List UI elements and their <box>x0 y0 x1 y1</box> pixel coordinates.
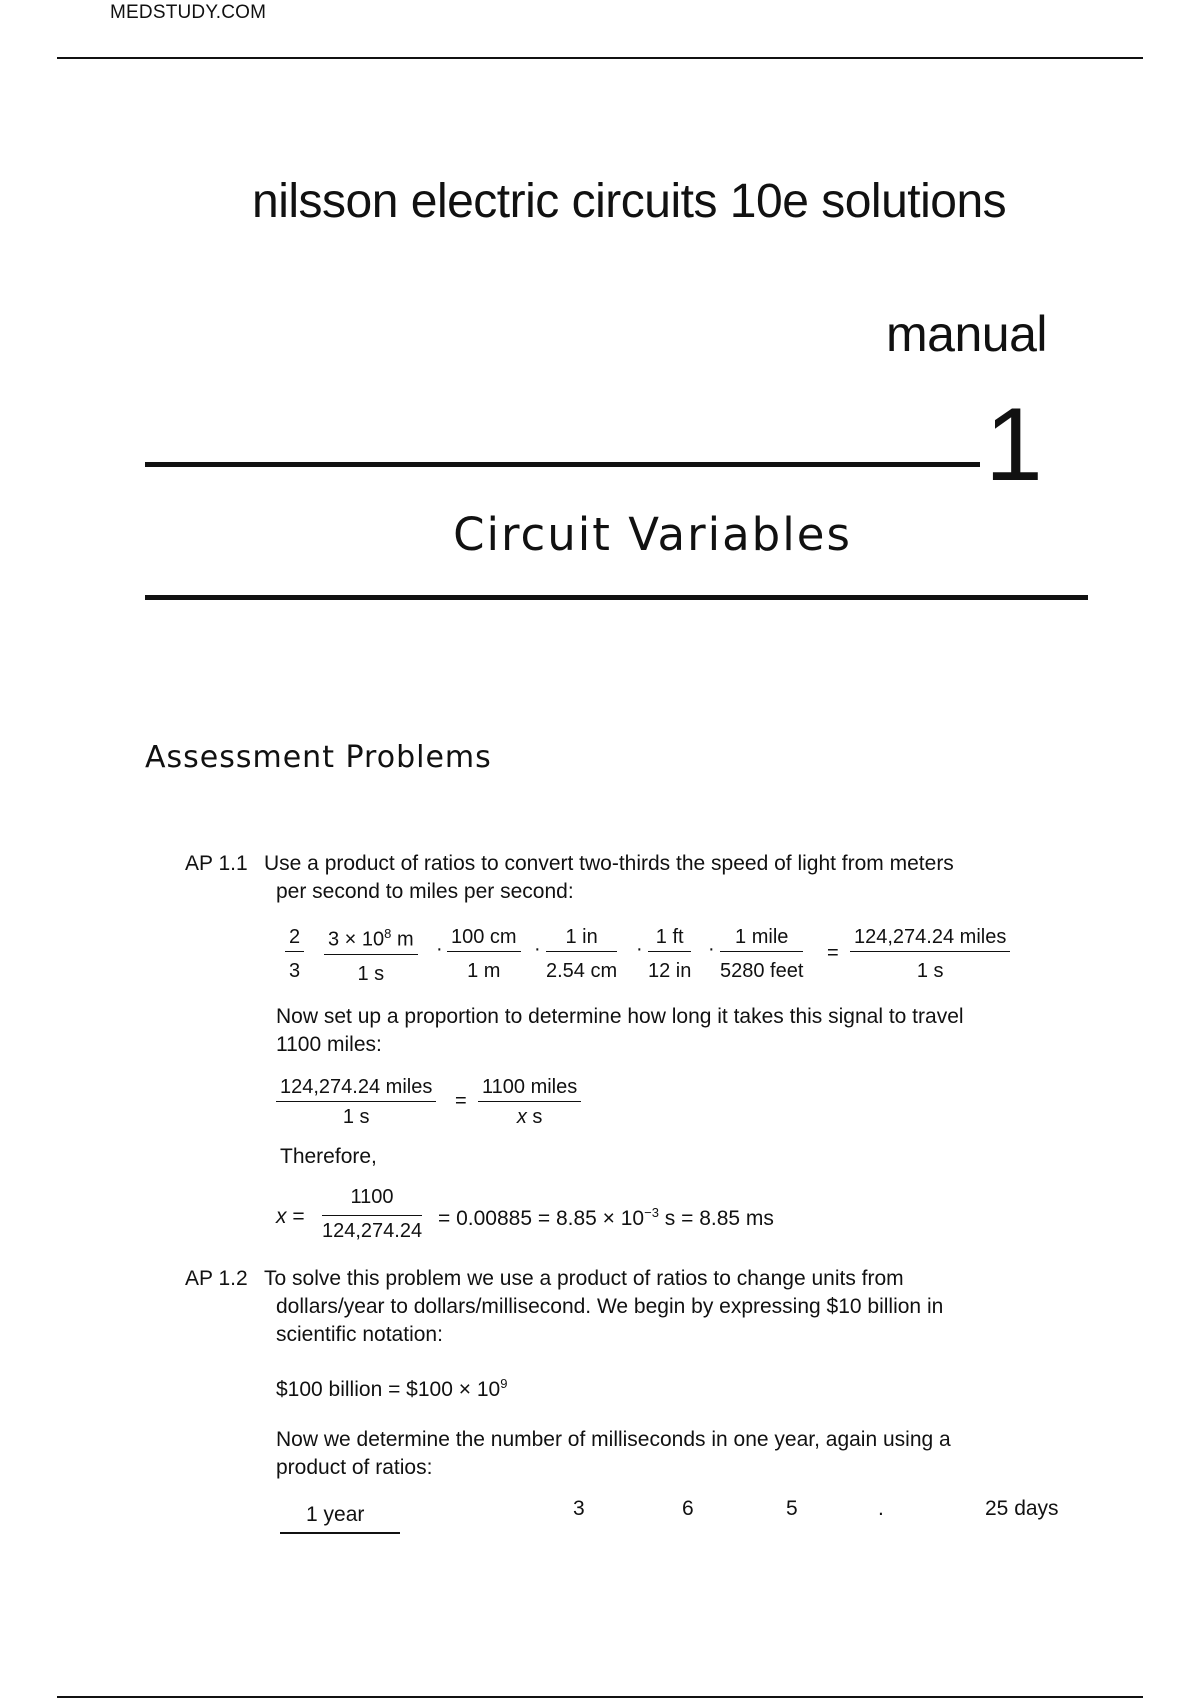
dot-operator: · <box>436 938 443 960</box>
chapter-rule-top <box>145 462 980 467</box>
numerator: 2 <box>285 926 304 952</box>
equation-term: . <box>878 1497 884 1520</box>
numerator: 1 ft <box>648 926 691 952</box>
fraction-numerator: 1 year <box>306 1503 365 1526</box>
denominator: 1 s <box>916 960 944 982</box>
equation-term: 3 <box>573 1497 585 1520</box>
problem-text: product of ratios: <box>276 1456 433 1479</box>
fraction <box>478 1076 581 1129</box>
equation-rhs: = $0.00885 = 8.85 \times 10^{-3}$ s = 8.85 ms <box>438 1205 774 1230</box>
problem-text: Use a product of ratios to convert two-thirds the speed of light from meters <box>264 852 954 875</box>
denominator: 1 s <box>357 962 385 985</box>
problem-text: 1100 miles: <box>276 1033 382 1056</box>
document-title: nilsson electric circuits 10e solutions <box>252 175 1007 228</box>
footer-divider <box>57 1696 1143 1698</box>
problem-text: per second to miles per second: <box>276 880 574 903</box>
fraction <box>850 926 1010 983</box>
header-divider <box>57 57 1143 59</box>
fraction <box>546 926 617 983</box>
numerator: 1100 <box>322 1186 422 1216</box>
fraction <box>276 1076 436 1129</box>
problem-text: Now we determine the number of milliseconds in one year, again using a <box>276 1428 951 1451</box>
fraction <box>322 1186 422 1243</box>
denominator: 5280 feet <box>720 960 804 982</box>
problem-text: dollars/year to dollars/millisecond. We begin by expressing $10 billion in <box>276 1295 944 1318</box>
fraction <box>648 926 691 983</box>
fraction <box>324 926 418 986</box>
dot-operator: · <box>534 938 541 960</box>
numerator: 1 in <box>546 926 617 952</box>
numerator: 1 mile <box>720 926 803 952</box>
equation-term: 6 <box>682 1497 694 1520</box>
document-title-continued: manual <box>886 306 1047 362</box>
fraction <box>285 926 304 983</box>
numerator: 124,274.24 miles <box>850 926 1010 952</box>
problem-label: AP 1.1 <box>185 852 248 875</box>
chapter-title: Circuit Variables <box>453 508 852 561</box>
numerator: 1100 miles <box>478 1076 581 1102</box>
equation-term: 25 days <box>985 1497 1059 1520</box>
numerator: 100 cm <box>447 926 521 952</box>
equals-sign: = <box>827 942 839 964</box>
equation-scientific-notation: $100 billion = $100 × $10^9$ <box>276 1376 508 1401</box>
denominator: 1 m <box>467 960 501 982</box>
numerator: 124,274.24 miles <box>276 1076 436 1102</box>
equation-lhs: x = <box>276 1205 305 1228</box>
fraction-bar <box>280 1532 400 1534</box>
problem-text: Therefore, <box>280 1145 377 1168</box>
dot-operator: · <box>636 938 643 960</box>
fraction <box>720 926 803 983</box>
problem-text: scientific notation: <box>276 1323 443 1346</box>
denominator: x s <box>516 1106 543 1128</box>
problem-text: Now set up a proportion to determine how long it takes this signal to travel <box>276 1005 964 1028</box>
denominator: 124,274.24 <box>322 1220 423 1242</box>
denominator: 3 <box>289 960 301 982</box>
numerator: $3 \times 10^8$ m <box>324 926 418 955</box>
denominator: 12 in <box>648 960 692 982</box>
fraction <box>447 926 521 983</box>
dot-operator: · <box>708 938 715 960</box>
problem-text: To solve this problem we use a product of ratios to change units from <box>264 1267 904 1290</box>
chapter-rule-bottom <box>145 595 1088 600</box>
chapter-number: 1 <box>985 387 1043 503</box>
site-header: MEDSTUDY.COM <box>110 2 267 23</box>
section-heading: Assessment Problems <box>145 740 492 775</box>
denominator: 1 s <box>342 1106 370 1128</box>
equation-term: 5 <box>786 1497 798 1520</box>
denominator: 2.54 cm <box>546 960 618 982</box>
problem-label: AP 1.2 <box>185 1267 248 1290</box>
equals-sign: = <box>455 1090 467 1112</box>
